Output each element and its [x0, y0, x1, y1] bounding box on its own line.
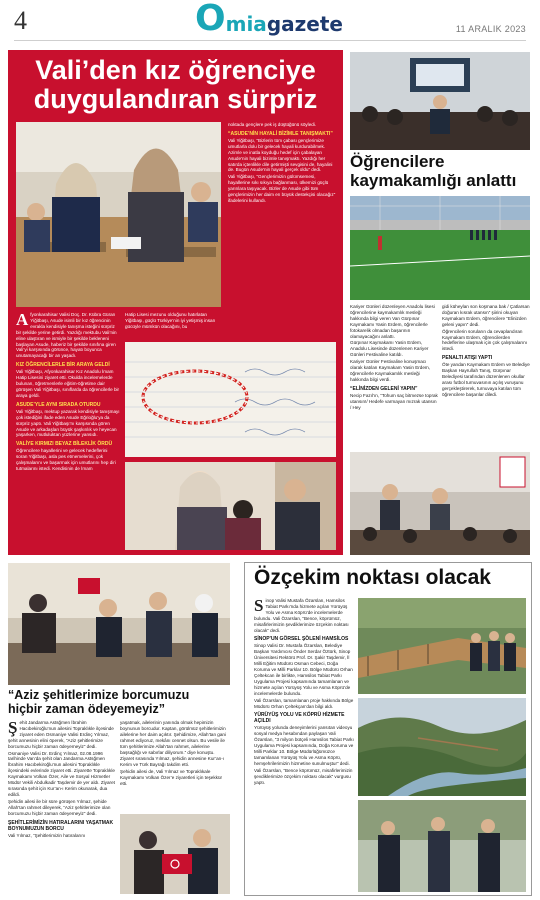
main-col3-p2: Vali Yiğitbaşı, “Gençlerimizin gülümsemesi, hayallerine sıkı sıkıya bağlanması, ülkemizi güçlü yarınlara taşıyacak. Bizler de Asude gibi tüm gençlerimizin her daim en büyük destekçisi olacağız” ifadelerini kullandı.: [228, 174, 336, 203]
right-col2-p2: Öğrencilerin soruların da cevaplandıran Kaymakam Erdem, öğrencilerden hedeflerine ulaşmak için çok çalışmalarını istedi.: [442, 328, 528, 352]
right-col1-p1: Kariyer Günleri düzenleyen Anadolu lisesi öğrencilerine kaymakamlık mesleği hakkında bilgi veren Van Gürpınar Kaymakamı Yasin Erdem, öğrencilerle fotokarelik olmadan başarının olamayacağını anlattı.: [350, 304, 435, 339]
logo: [195, 0, 343, 39]
main-story-title: [8, 56, 343, 114]
main-col3-p0: noktada gençlere pek iş düştüğünü söyledi.: [228, 122, 317, 127]
bottom-right-p3: Vali Özarslan, tamamlanan proje hakkında Bölge Müdürü Orhan Çeltekçan’dan bilgi aldı.: [254, 697, 354, 709]
main-col1-p1: Vali Yiğitbaşı, Afyonkarahisar Kız Anadolu İmam Hatip Lisesini ziyaret etti. Okulda incelemelerde bulunan, öğretmenlerle eğitim-öğretime dair görüşen Vali Yiğitbaşı, sınıflarda da öğrencilerle bir araya geldi.: [16, 369, 120, 398]
main-col2-p1: Hatip Lisesi mezunu olduğunu hatırlatan Yiğitbaşı, güçlü Türkiye’nin iyi yetişmiş insan gücüyle mümkün olacağını, bu: [125, 312, 216, 329]
classroom-presentation-photo: [350, 52, 530, 150]
main-col1-head3: VALİYE KIRMIZI BEYAZ BİLEKLİK ÖRDÜ: [16, 441, 113, 448]
right-col2-p3: Öte yandan Kaymakam Erdem ve Belediye Başkan Hayrullah Tanış, Gürpınar Belediyesi tarafından düzenlenen okullar arası futbol turnuvasının açılış vuruşunu gerçekleştirerek, turnuvaya katılan tüm öğrencilere başarılar diledi.: [442, 362, 530, 397]
right-col1-p4: Necip Fazıl’ın, “Tohum saç bitmezse toprak utansın!/ Hedefe varmayan mızrak utansın / Hey: [350, 392, 438, 410]
football-field-photo: [350, 196, 530, 300]
right-col2-text: [442, 304, 530, 454]
bottom-left-col1-p1-wrap: [8, 720, 116, 750]
bottom-left-col2-p3: Şehidin ailesi de, Vali Yılmaz ve Topraklıkale Kaymakamı Volkan Özer’e ziyaretleri için teşekkür etti.: [120, 769, 223, 787]
right-col1-p2: Gürpınar Kaymakamı Yasin Erdem, Anadolu Lisesinde düzenlenen Kariyer Günleri Festivaline katıldı.: [350, 340, 429, 358]
main-col1-p3: Öğrencilere hayallerini ve gelecek hedeflerini soran Yiğitbaşı, asla pes etmemelerini, çok çalışmalarını ve başarmak için umutlarını hep diri tutmalarını istedi. Kendisinin de İmam: [16, 448, 116, 472]
right-title-line1: Öğrencilere: [350, 152, 445, 171]
logo-gazete: gazete: [266, 12, 343, 36]
logo-o: O: [195, 0, 226, 39]
bottom-left-col2-p2: Ziyaret sırasında Yılmaz, şehidin annesine Kur’an-ı Kerim ve Türk Bayrağı takdim etti.: [120, 756, 225, 768]
main-col3-head1: “ASUDE’NİN HAYALİ BİZİMLE TANIŞMAKTI”: [228, 130, 333, 137]
bottom-left-title: [8, 688, 230, 716]
bottom-left-title-line2: hiçbir zaman ödeyemeyiz”: [8, 702, 166, 716]
bottom-right-title: Özçekim noktası olacak: [254, 566, 491, 589]
bracelet-letter-photo: [125, 342, 336, 457]
bottom-left-title-line1: “Aziz şehitlerimize borcumuzu: [8, 688, 190, 702]
main-title-line1: Vali’den kız öğrenciye: [35, 55, 316, 85]
suspension-bridge-photo: [358, 598, 526, 694]
right-col2-p1: gidi küheylan son koşmana bak / Çatlarsan doğuran kısrak utansın” şiirini okuyan Kaymakam Erdem, öğrencilere “Elinizden geleni yapın” dedi.: [442, 304, 530, 327]
flag-gift-photo: [120, 814, 230, 894]
school-students-photo: [350, 452, 530, 555]
main-col1-intro: fyonkarahisar Valisi Doç. Dr. Kübra Güran Yiğitbaşı, Asude isimli bir kız öğrencinin evrakla kendisiyle tanışma isteğini sürpriz bir şekilde yerine getirdi. Yazdığı mektubu Vali’nin eline ulaştıran ve ismiyle bir şekilde bekleneni başlayan Asude, haberiz bir şekilde sınıfına giren Vali’yi karşısında görünce, hayatı boyunca unutamayacağı bir an yaşadı.: [16, 312, 117, 359]
page-number: 4: [14, 6, 27, 35]
right-col1-text: [350, 304, 438, 472]
bottom-left-col1-p3: Şehidin ailesi ile bir süre görüşen Yılmaz, şehide Allah’tan rahmet dileyerek, “Aziz şehitlerimize olan borcumuzu hiçbir zaman ödeyemeyiz” dedi.: [8, 798, 111, 816]
officials-walkway-photo: [358, 800, 526, 892]
main-title-line2: duygulandıran sürpriz: [33, 84, 318, 114]
bottom-right-p1: inop Valisi Mustafa Özarslan, Hamsilos Tabiat Parkı’nda hizmete açılan Yürüyüş Yolu ve Asma Köprü’de incelemelerde bulundu. Vali Özarslan, “Bence, köprümüz, misafirlerimizin şevdiklerimize özçekim noktası olacak” dedi.: [254, 598, 349, 633]
bottom-right-head2: YÜRÜYÜŞ YOLU VE KÖPRÜ HİZMETE AÇILDI: [254, 712, 345, 725]
bottom-left-col1-head1: ŞEHİTLERİMİZİN HATIRALARINI YAŞATMAK BOYNUMUZUN BORCU: [8, 819, 114, 832]
right-title-line2: kaymakamlığı anlattı: [350, 171, 517, 190]
bottom-left-dropcap: Ş: [8, 720, 18, 737]
right-col1-head1: “ELİNİZDEN GELENİ YAPIN”: [350, 385, 418, 392]
main-col1-p2: Vali Yiğitbaşı, mektup yazarak kendisiyle tanışmayı çok istediğini ifade eden Asude Eğrioğlu’ya da sürpriz yaptı. Vali Yiğitbaşı’nı karşısında gören Asude ve arkadaşları büyük şaşkınlık ve heyecan yaşarken, mutluluktan yüzlerine yansıdı.: [16, 408, 120, 438]
bottom-left-col1-p4: Vali Yılmaz, “Şehitlerimizin hatıralarını: [8, 832, 86, 838]
main-col2-text: [125, 312, 225, 342]
bottom-left-col2-text: [120, 720, 230, 812]
main-col1-head2: ASUDE’YLE AYNI SIRADA OTURDU: [16, 401, 101, 408]
right-story-title: [350, 152, 532, 190]
right-col2-head1: PENALTI ATIŞI YAPTI: [442, 355, 493, 362]
bottom-left-col2-p1: yaşatmak, ailelerinin yanında olmak hepimizin boynunun borcudur. Kaptan, görülmüz şehitlerimizin ailelerine her daim açıktır. Şehidimize, Allah’tan gani rahmet ediyoruz, mekânı cennet olsun. Bu vesile ile tüm şehitlerimize Allah’tan rahmet, ailelerine başsağlığı ve sabırlar diliyorum.” diye konuştu.: [120, 720, 226, 755]
main-story-panel: [8, 50, 343, 555]
main-col1-head1: KIZ ÖĞRENCİLERLE BİR ARAYA GELDİ: [16, 362, 110, 369]
right-col1-p3: Kariyer Günler Festivaline konuşmacı olarak katılan Kaymakam Yasin Erdem, öğrencilerle Kaymakamlık mesleği hakkında bilgi verdi.: [350, 359, 430, 382]
bottom-right-p1-wrap: [254, 598, 354, 633]
bottom-right-text: [254, 598, 354, 890]
issue-date: 11 ARALIK 2023: [455, 24, 526, 34]
bottom-left-col1-text: [8, 720, 116, 895]
classroom-photo: [16, 122, 221, 307]
bottom-right-p2: Sinop Valisi Dr. Mustafa Özarslan, Belediye Başkan Yardımcısı Önder Serdar Öztürk, Sinop Üniversitesi Rektörü Prof. Dr. Şakir Taşdemir, İl Milli Eğitim Müdürü Osman Cebeci, Doğa Koruma ve Milli Parklar 10. Bölge Müdürü Orhan Çeltekcan ile birlikte, Hamsilos Tabiat Parkı Uygulama Projesi kapsamında tamamlanan ve hizmete açılan Yürüyüş Yolu ve Asma Köprü’de incelemelerde bulundu.: [254, 643, 353, 696]
bottom-right-p4: Yürüyüş yolunda deneyimlerini yansıtan videoyu sosyal medya hesabından paylaşan Vali Özarslan, “3 milyon bütçeli Hamsilos Tabiat Parkı Uygulama Projesi kapsamında, Doğa Koruma ve Milli Parklar 10. Bölge Müdürlüğümüzce tamamlanan Yürüyüş Yolu ve Asma Köprü, hemşehrilerimizin hizmetine sunulmuştur” dedi.: [254, 725, 354, 766]
main-col1-text: [16, 312, 120, 552]
river-valley-photo: [358, 698, 526, 796]
bottom-left-col1-p1: ehit Jandarma Astsğmen İbrahim Hacıbekiroğlu’nun ailesini Topraklıkle ilçesinde ziyaret eden Osmaniye Valisi Erdinç Yılmaz, şehit annesinin elini öperek, “Aziz şehitlerimize borcumuzu hiçbir zaman ödeyemeyiz” dedi.: [8, 720, 114, 749]
logo-mia: mia: [225, 12, 267, 36]
bottom-right-p5: Vali Özarslan, “Bence köprümüz, misafirlerimizin şevdiklerimize özçekim noktası olacak” vurgusu yaptı.: [254, 767, 353, 785]
bottom-right-dropcap: S: [254, 598, 264, 615]
bottom-left-col1-p2: Osmaniye Valisi Dr. Erdinç Yılmaz, 02.08.1996 tarihinde Van’da şehit olan Jandarma Astsğmen İbrahim Hacıbekiroğlu’nun ailesini Topraklıkle ilçesindeki evlerinde ziyaret etti. Ziyarette Topraklıkle Kaymakamı Volkan Özer, Aile ve Sosyal Hizmetler Müdür Vekili Abdulkadir Taşdemir de yer aldı. Ziyaret sırasında şehit için Kur’an-ı Kerim okunarak, dua edildi.: [8, 750, 115, 797]
hug-photo: [125, 462, 336, 550]
page-header: [0, 0, 540, 52]
header-rule: [14, 40, 526, 41]
bottom-right-head1: SİNOP’UN GÖRSEL ŞÖLENİ HAMSİLOS: [254, 636, 349, 643]
main-col1-intro-wrap: [16, 312, 120, 359]
martyr-family-visit-photo: [8, 563, 230, 685]
main-col3-p1: Vali Yiğitbaşı, “Bizlerin tüm çabası gençlerimize umutlarla dolu bir gelecek hayali kurdurabilmek. Azimle ve inatla koyduğu hedef için çabalayan Asude’nin hayali bizimle tanışmaktı. Yazdığı her satırda içtenlikle dile getirmişti sevgisini de, hayalini de. Bugün Asude’nin hayali gerçek oldu” dedi.: [228, 137, 333, 173]
main-col3-text: [228, 122, 336, 322]
main-dropcap: A: [16, 312, 29, 329]
